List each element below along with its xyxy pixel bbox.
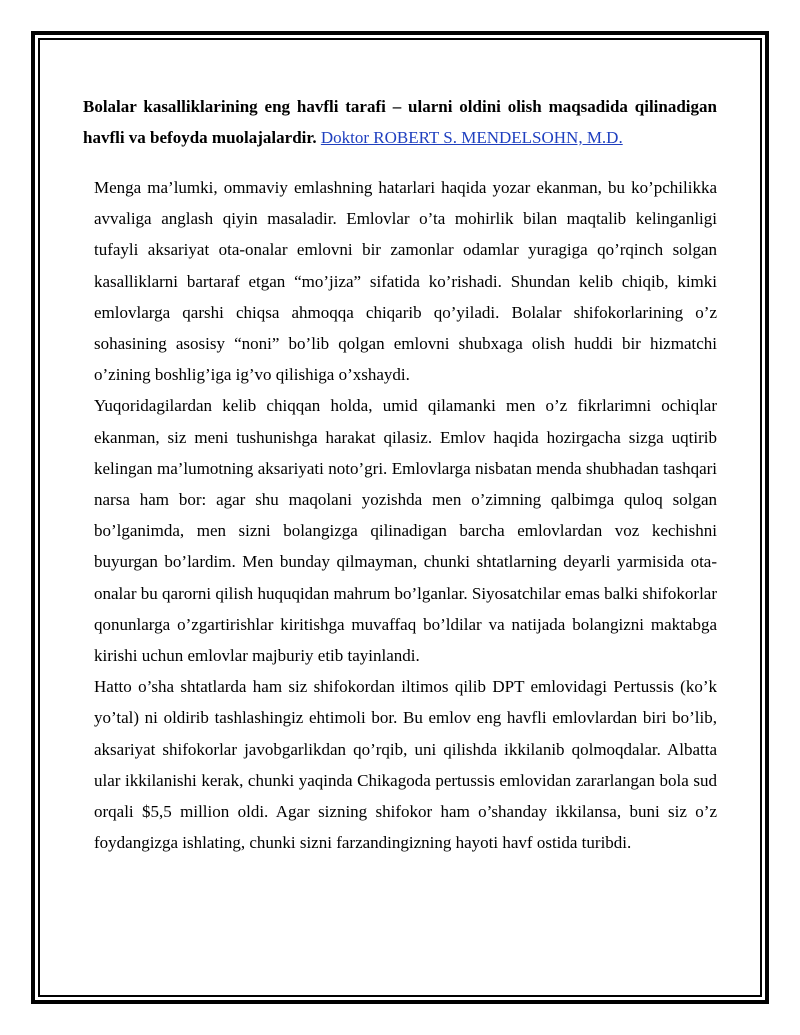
document-heading <box>83 91 717 153</box>
paragraph: Hatto o’sha shtatlarda ham siz shifokordan iltimos qilib DPT emlovidagi Pertussis (ko’k yo’tal) ni oldirib tashlashingiz ehtimoli bor. Bu emlov eng havfli emlovlardan biri bo’lib, aksariyat shifokorlar javobgarlikdan qo’rqib, uni qilishda ikkilanib qolmoqdalar. Albatta ular ikkilanishi kerak, chunki yaqinda Chikagoda pertussis emlovidan zararlangan bola sud orqali $5,5 million oldi. Agar sizning shifokor ham o’shanday ikkilansa, buni siz o’z foydangizga ishlating, chunki sizni farzandingizning hayoti havf ostida turibdi. <box>94 677 717 853</box>
article-body <box>83 172 717 858</box>
paragraph: Yuqoridagilardan kelib chiqqan holda, umid qilamanki men o’z fikrlarimni ochiqlar ekanman, siz meni tushunishga harakat qilasiz. Emlov haqida hozirgacha sizga uqtirib kelingan ma’lumotning aksariyati noto’gri. Emlovlarga nisbatan menda shubhadan tashqari narsa ham bor: agar shu maqolani yozishda men o’zimning qalbimga quloq solgan bo’lganimda, men sizni bolangizga qilinadigan barcha emlovlardan voz kechishni buyurgan bo’lardim. Men bunday qilmayman, chunki shtatlarning deyarli yarmisida ota-onalar bu qarorni qilish huquqidan mahrum bo’lganlar. Siyosatchilar emas balki shifokorlar qonunlarga o’zgartirishlar kiritishga muvaffaq bo’ldilar va natijada bolangizni maktabga kirishi uchun emlovlar majburiy etib tayinlandi. <box>94 396 717 666</box>
author-link[interactable]: Doktor ROBERT S. MENDELSOHN, M.D. <box>320 128 623 147</box>
document-content <box>83 91 717 858</box>
document-title: Bolalar kasalliklarining eng havfli tarafi – ularni oldini olish maqsadida qilinadigan havfli va befoyda muolajalardir. <box>83 97 717 147</box>
paragraph: Menga ma’lumki, ommaviy emlashning hatarlari haqida yozar ekanman, bu ko’pchilikka avvaliga anglash qiyin masaladir. Emlovlar o’ta mohirlik bilan maqtalib kelinganligi tufayli aksariyat ota-onalar emlovni bir zamonlar odamlar yuragiga qo’rqinch solgan kasalliklarni bartaraf etgan “mo’jiza” sifatida ko’rishadi. Shundan kelib chiqib, kimki emlovlarga qarshi chiqsa ahmoqqa chiqarib qo’yiladi. Bolalar shifokorlarining o’z sohasining asosisy “noni” bo’lib qolgan emlovni shubxaga olish huddi bir hizmatchi o’zining boshlig’iga ig’vo qilishiga o’xshaydi. <box>94 178 717 385</box>
